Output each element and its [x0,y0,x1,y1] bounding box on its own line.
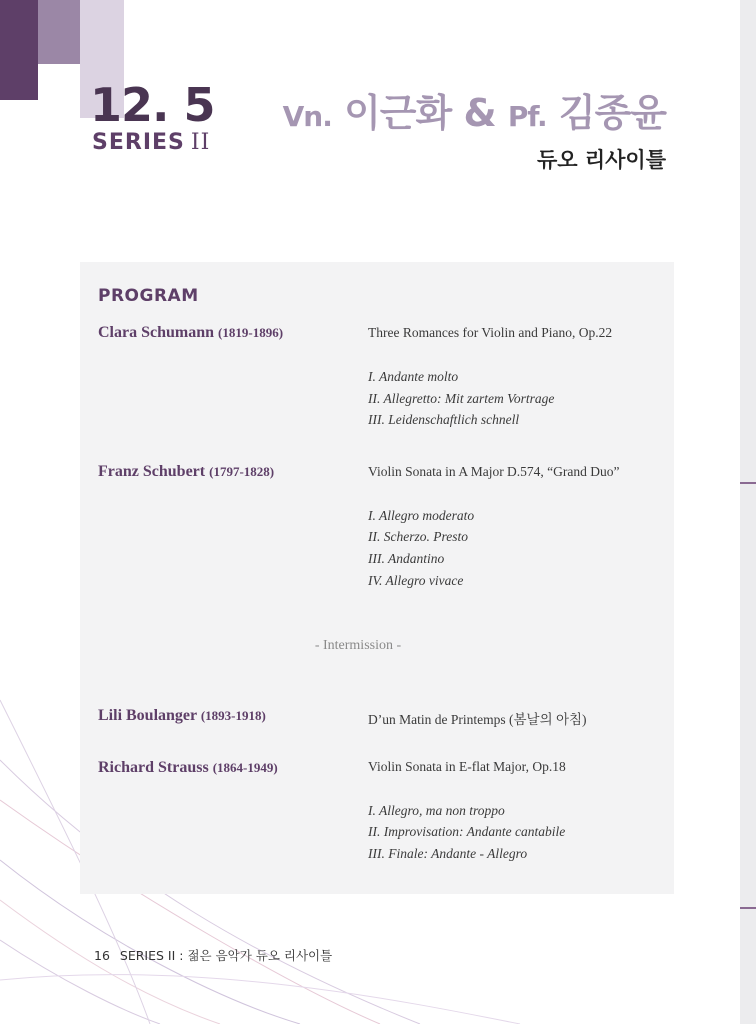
page-title [283,82,666,137]
decor-block-dark [0,0,38,100]
movement: III. Finale: Andante - Allegro [368,846,528,861]
concert-date: 12. 5 [90,78,215,132]
composer-years: (1819-1896) [218,325,284,340]
movement: I. Allegro moderato [368,508,475,523]
composer-years: (1893-1918) [200,708,266,723]
page-number: 16 [94,948,110,963]
composer-text: Franz Schubert [98,463,206,480]
title-pf: Pf. [507,100,547,133]
page-edge-strip [740,0,756,1024]
movement: I. Allegro, ma non troppo [368,803,505,818]
work-title: Violin Sonata in E-flat Major, Op.18 [368,759,566,774]
page-edge-tick [740,907,756,909]
series-label [92,130,210,155]
composer-text: Richard Strauss [98,759,209,776]
decor-block-mid [38,0,80,64]
composer-text: Lili Boulanger [98,707,197,724]
composer-name [98,324,283,342]
title-violinist: 이근화 [344,91,452,135]
page-edge-tick [740,482,756,484]
program-heading: PROGRAM [98,286,199,306]
movement: III. Leidenschaftlich schnell [368,412,520,427]
work-title: Three Romances for Violin and Piano, Op.22 [368,325,613,340]
composer-years: (1797-1828) [209,464,275,479]
composer-name [98,463,274,481]
title-pianist: 김종윤 [558,91,666,135]
composer-name [98,759,278,777]
footer-text: SERIES II : 젊은 음악가 듀오 리사이틀 [119,948,333,963]
series-roman: II [190,130,211,155]
title-vn: Vn. [282,100,332,133]
page-footer [94,946,332,964]
movement: II. Improvisation: Andante cantabile [368,824,566,839]
movement: I. Andante molto [368,369,459,384]
title-ampersand: & [463,91,496,135]
composer-name [98,707,266,725]
movement: II. Scherzo. Presto [368,529,468,544]
movement: III. Andantino [368,551,445,566]
series-word: SERIES [92,130,185,155]
program-box [80,262,674,894]
intermission-label: - Intermission - [314,638,402,653]
composer-text: Clara Schumann [98,324,215,341]
movement: IV. Allegro vivace [368,573,464,588]
movement: II. Allegretto: Mit zartem Vortrage [368,391,555,406]
composer-years: (1864-1949) [212,760,278,775]
page-subtitle: 듀오 리사이틀 [536,148,666,172]
work-title: Violin Sonata in A Major D.574, “Grand Duo” [368,464,620,479]
work-title: D’un Matin de Printemps (봄날의 아침) [368,712,587,727]
